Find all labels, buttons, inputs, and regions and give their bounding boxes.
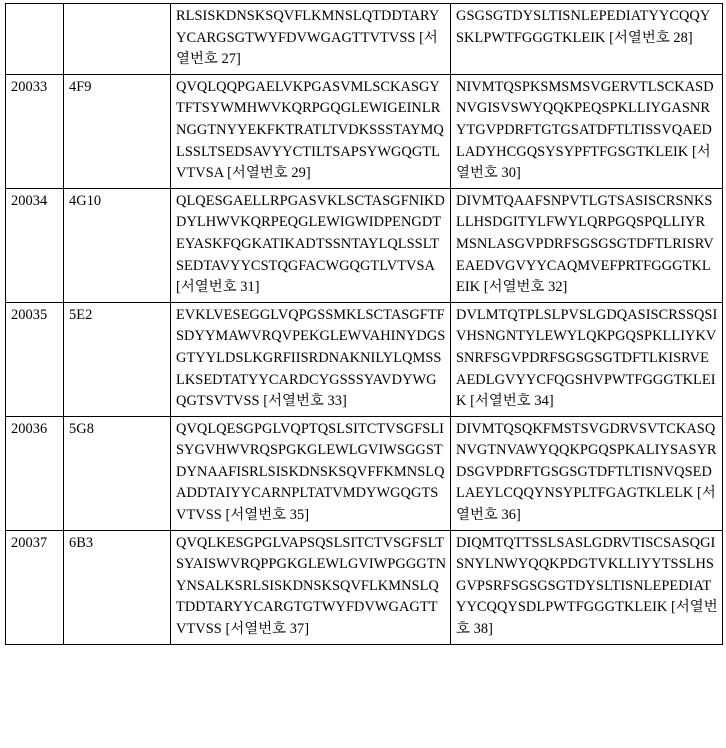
light-sequence-text: NIVMTQSPKSMSMSVGERVTLSCKASDNVGISVSWYQQKPEQSPKLLIYGASNRYTGVPDRFTGTGSATDFTLTISSVQAEDLADYHCGQSYSYPFTFGSGTKLEIK [서열번호 30] xyxy=(456,78,714,182)
table-row xyxy=(6,416,723,530)
cell-clone: 5E2 xyxy=(64,302,171,416)
cell-id: 20033 xyxy=(6,74,64,188)
cell-heavy-chain-sequence xyxy=(171,74,451,188)
cell-heavy-chain-sequence xyxy=(171,4,451,75)
table-row xyxy=(6,4,723,75)
light-sequence-text: GSGSGTDYSLTISNLEPEDIATYYCQQYSKLPWTFGGGTKLEIK [서열번호 28] xyxy=(456,8,711,46)
cell-id: 20037 xyxy=(6,530,64,644)
light-sequence-text: DIVMTQSQKFMSTSVGDRVSVTCKASQNVGTNVAWYQQKPGQSPKALIYSASYRDSGVPDRFTGSGSGTDFTLTISNVQSEDLAEYLCQQYNSYPLTFGAGTKLELK [서열번호 36] xyxy=(456,420,717,524)
cell-id: 20036 xyxy=(6,416,64,530)
cell-heavy-chain-sequence xyxy=(171,302,451,416)
cell-clone: 6B3 xyxy=(64,530,171,644)
heavy-sequence-text: EVKLVESEGGLVQPGSSMKLSCTASGFTFSDYYMAWVRQVPEKGLEWVAHINYDGSGTYYLDSLKGRFIISRDNAKNILYLQMSSLKSEDTATYYCARDCYGSSSYAVDYWGQGTSVTVSS [서열번호 33] xyxy=(176,306,446,410)
cell-heavy-chain-sequence xyxy=(171,416,451,530)
light-sequence-text: DIVMTQAAFSNPVTLGTSASISCRSNKSLLHSDGITYLFWYLQRPGQSPQLLIYRMSNLASGVPDRFSGSGSGTDFTLRISRVEAEDVGVYYCAQMVEFPRTFGGGTKLEIK [서열번호 32] xyxy=(456,192,714,296)
cell-light-chain-sequence xyxy=(451,4,723,75)
cell-clone: 4G10 xyxy=(64,188,171,302)
table-row xyxy=(6,74,723,188)
table-row xyxy=(6,188,723,302)
cell-heavy-chain-sequence xyxy=(171,530,451,644)
cell-id: 20034 xyxy=(6,188,64,302)
table-row xyxy=(6,530,723,644)
heavy-sequence-text: QVQLQQPGAELVKPGASVMLSCKASGYTFTSYWMHWVKQRPGQGLEWIGEINLRNGGTNYYEKFKTRATLTVDKSSSTAYMQLSSLTSEDSAVYYCTILTSAPSYWGQGTLVTVSA [서열번호 29] xyxy=(176,78,444,182)
cell-id xyxy=(6,4,64,75)
heavy-sequence-text: QLQESGAELLRPGASVKLSCTASGFNIKDDYLHWVKQRPEQGLEWIGWIDPENGDTEYASKFQGKATIKADTSSNTAYLQLSSLTSEDTAVYYCSTQGFACWGQGTLVTVSA [서열번호 31] xyxy=(176,192,445,296)
cell-light-chain-sequence xyxy=(451,416,723,530)
heavy-sequence-text: QVQLKESGPGLVAPSQSLSITCTVSGFSLTSYAISWVRQPPGKGLEWLGVIWPGGGTNYNSALKSRLSISKDNSKSQVFLKMNSLQTDDTARYYCARGTGTWYFDVWGAGTTVTVSS [서열번호 37] xyxy=(176,534,447,638)
cell-light-chain-sequence xyxy=(451,74,723,188)
light-sequence-text: DVLMTQTPLSLPVSLGDQASISCRSSQSIVHSNGNTYLEWYLQKPGQSPKLLIYKVSNRFSGVPDRFSGSGSGTDFTLKISRVEAEDLGVYYCFQGSHVPWTFGGGTKLEIK [서열번호 34] xyxy=(456,306,718,410)
light-sequence-text: DIQMTQTTSSLSASLGDRVTISCSASQGISNYLNWYQQKPDGTVKLLIYYTSSLHSGVPSRFSGSGSGTDYSLTISNLEPEDIATYYCQQYSDLPWTFGGGTKLEIK [서열번호 38] xyxy=(456,534,718,638)
cell-clone: 5G8 xyxy=(64,416,171,530)
sequence-table xyxy=(5,3,723,645)
heavy-sequence-text: QVQLQESGPGLVQPTQSLSITCTVSGFSLISYGVHWVRQSPGKGLEWLGVIWSGGSTDYNAAFISRLSISKDNSKSQVFFKMNSLQADDTAIYYCARNPLTATVMDYWGQGTSVTVSS [서열번호 35] xyxy=(176,420,445,524)
cell-heavy-chain-sequence xyxy=(171,188,451,302)
table-body xyxy=(6,4,723,645)
cell-clone: 4F9 xyxy=(64,74,171,188)
heavy-sequence-text: RLSISKDNSKSQVFLKMNSLQTDDTARYYCARGSGTWYFDVWGAGTTVTVSS [서열번호 27] xyxy=(176,8,440,68)
cell-light-chain-sequence xyxy=(451,188,723,302)
table-row xyxy=(6,302,723,416)
cell-light-chain-sequence xyxy=(451,530,723,644)
cell-id: 20035 xyxy=(6,302,64,416)
cell-clone xyxy=(64,4,171,75)
cell-light-chain-sequence xyxy=(451,302,723,416)
